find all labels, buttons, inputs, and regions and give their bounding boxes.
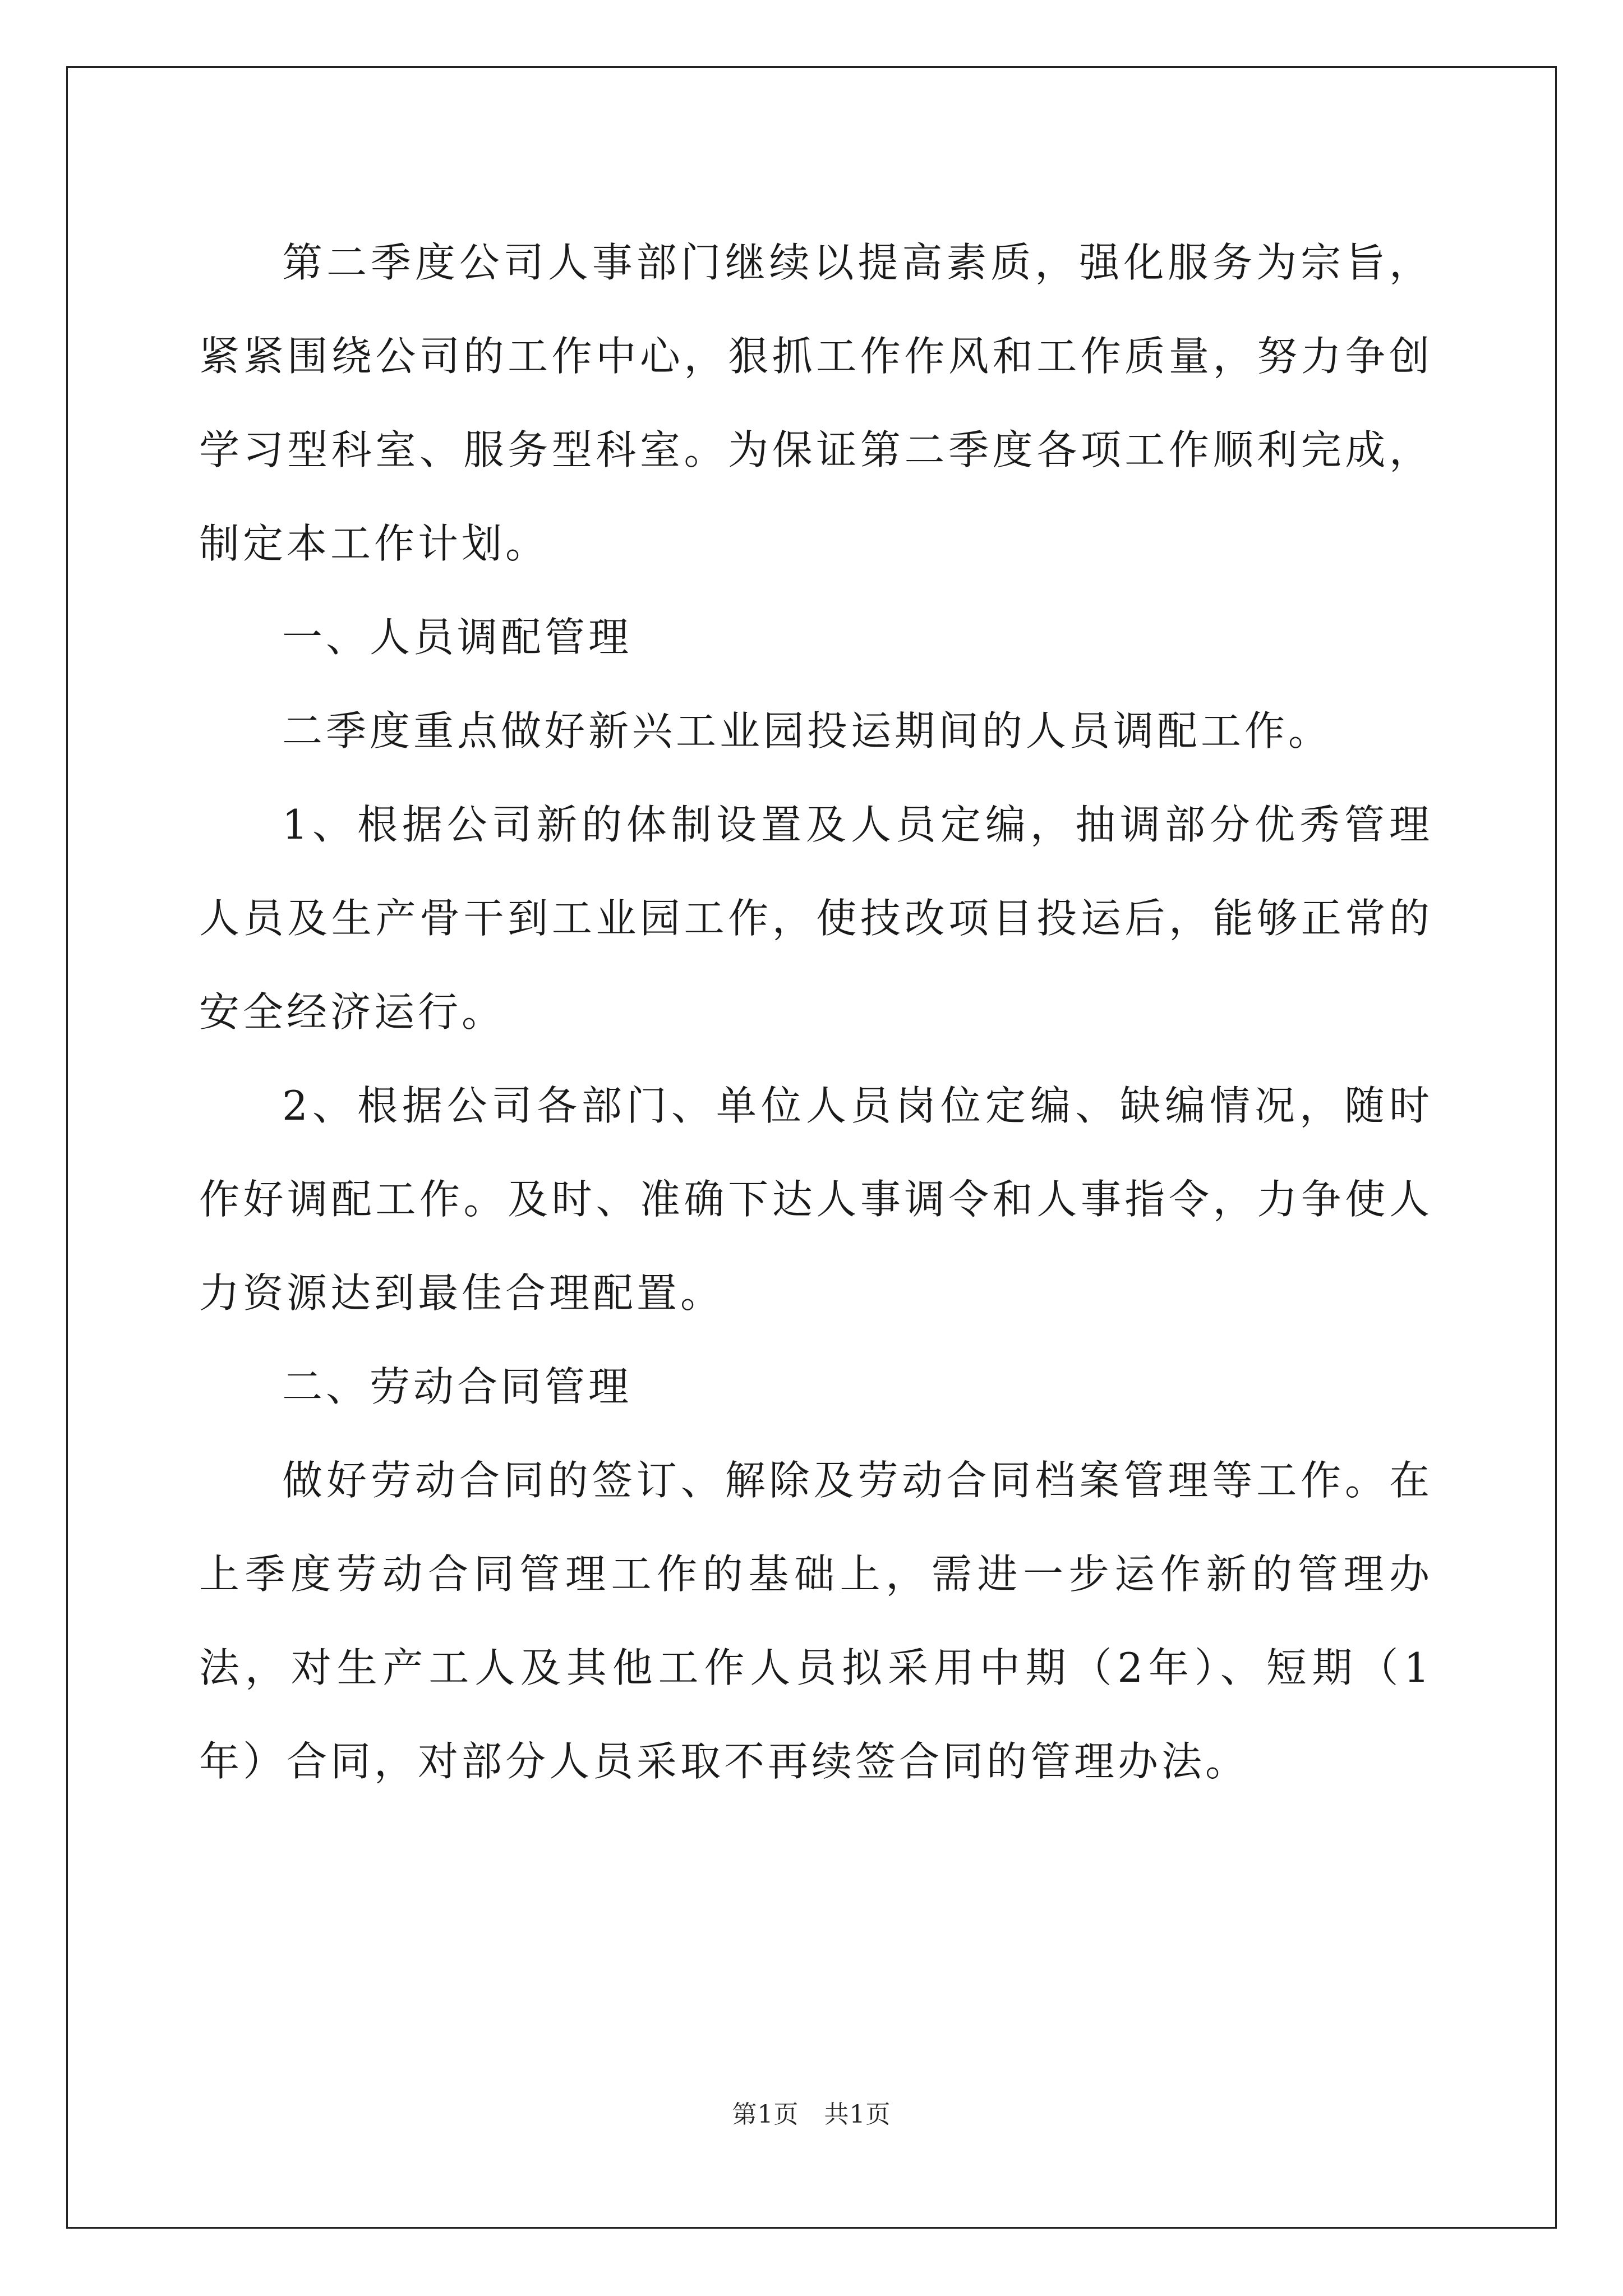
personnel-summary-paragraph: 二季度重点做好新兴工业园投运期间的人员调配工作。 xyxy=(282,707,1332,754)
section-heading-personnel: 一、人员调配管理 xyxy=(282,614,633,661)
contracts-paragraph: 做好劳动合同的签订、解除及劳动合同档案管理等工作。在上季度劳动合同管理工作的基础上，需进一步运作新的管理办法，对生产工人及其他工作人员拟采用中期（2年）、短期（1年）合同，对部分人员采取不再续签合同的管理办法。 xyxy=(199,1457,1433,1785)
section-heading-contracts: 二、劳动合同管理 xyxy=(282,1363,633,1410)
personnel-item-1: 1、根据公司新的体制设置及人员定编，抽调部分优秀管理人员及生产骨干到工业园工作，使技改项目投运后，能够正常的安全经济运行。 xyxy=(199,801,1433,1036)
page-number-footer: 第1页 共1页 xyxy=(732,2100,891,2129)
document-body xyxy=(199,216,1433,1809)
personnel-item-2: 2、根据公司各部门、单位人员岗位定编、缺编情况，随时作好调配工作。及时、准确下达人事调令和人事指令，力争使人力资源达到最佳合理配置。 xyxy=(199,1082,1433,1317)
intro-paragraph: 第二季度公司人事部门继续以提高素质，强化服务为宗旨，紧紧围绕公司的工作中心，狠抓工作作风和工作质量，努力争创学习型科室、服务型科室。为保证第二季度各项工作顺利完成，制定本工作计划。 xyxy=(199,239,1433,567)
